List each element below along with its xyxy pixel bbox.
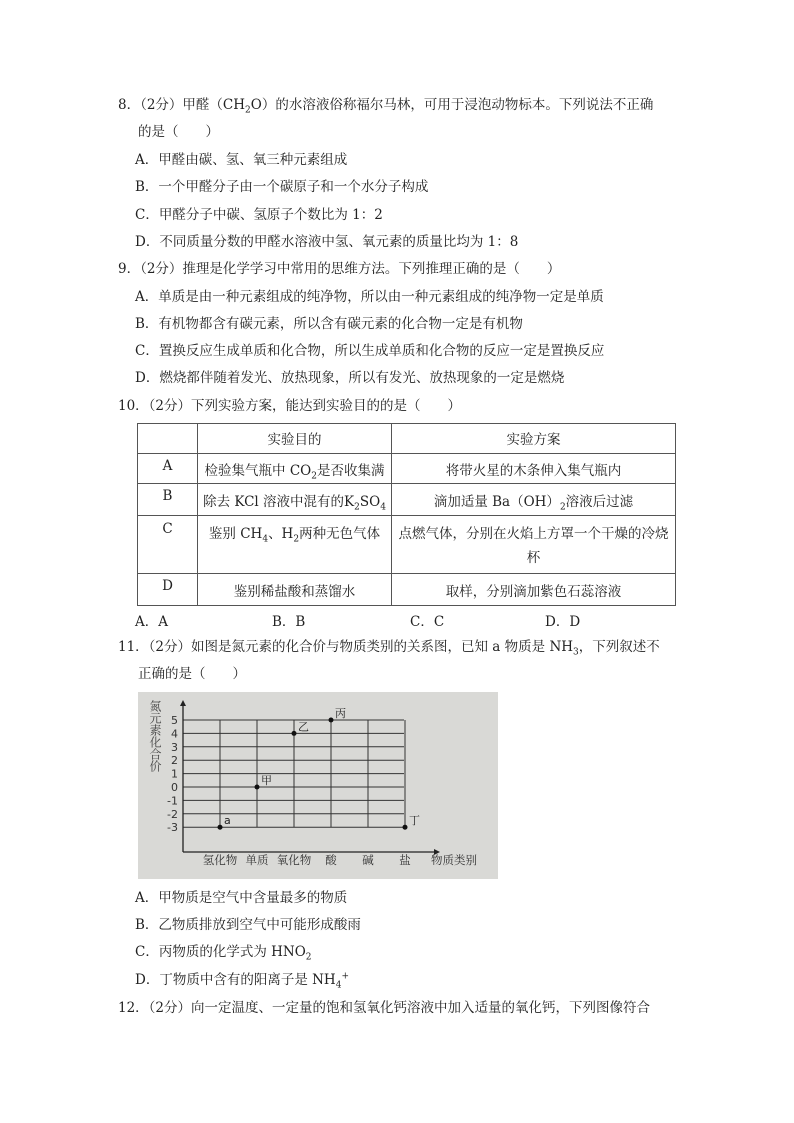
- table-header-cell: [138, 424, 198, 454]
- row-label: C: [138, 516, 198, 574]
- row-purpose: 鉴别稀盐酸和蒸馏水: [198, 574, 392, 606]
- table-header-row: [138, 424, 676, 454]
- q9-option-d: D．燃烧都伴随着发光、放热现象，所以有发光、放热现象的一定是燃烧: [135, 370, 565, 386]
- q8-option-c: C．甲醛分子中碳、氢原子个数比为 1：2: [135, 207, 383, 223]
- q10-answer-b: B．B: [272, 614, 306, 630]
- table-row: [138, 574, 676, 606]
- y-tick-label: 3: [171, 740, 178, 754]
- x-category-label: 碱: [362, 853, 374, 867]
- x-category-label: 氧化物: [276, 853, 312, 867]
- q11-option-b: B．乙物质排放到空气中可能形成酸雨: [135, 917, 361, 933]
- q11-stem-line2: 正确的是（ ）: [138, 666, 246, 682]
- table-row: [138, 484, 676, 516]
- data-point-label: 丙: [335, 707, 346, 720]
- q8-stem-line2: 的是（ ）: [138, 124, 219, 140]
- q9-option-c: C．置换反应生成单质和化合物，所以生成单质和化合物的反应一定是置换反应: [135, 343, 605, 359]
- row-plan: 滴加适量 $Ba(OH)_2$溶液后过滤: [392, 484, 676, 516]
- x-axis-title: 物质类别: [431, 853, 477, 867]
- row-plan: 点燃气体，分别在火焰上方罩一个干燥的冷烧 杯: [392, 516, 676, 574]
- q8-option-d: D．不同质量分数的甲醛水溶液中氢、氧元素的质量比均为 1：8: [135, 234, 519, 250]
- table-row: [138, 454, 676, 484]
- row-purpose: 鉴别 $CH_4$、$H_2$两种无色气体: [198, 516, 392, 574]
- q11-option-c: C．丙物质的化学式为 $HNO_2$: [135, 944, 312, 963]
- q10-answer-a: A．A: [135, 614, 168, 630]
- q11-option-a: A．甲物质是空气中含量最多的物质: [135, 890, 348, 906]
- data-point-label: 丁: [409, 814, 420, 828]
- data-point: [403, 825, 408, 830]
- y-tick-label: -2: [167, 807, 178, 821]
- q11-option-d: D．丁物质中含有的阳离子是 $NH_4^+$: [135, 971, 349, 991]
- q8-option-b: B．一个甲醛分子由一个碳原子和一个水分子构成: [135, 179, 429, 195]
- x-category-label: 盐: [399, 853, 411, 867]
- q9-stem: 9．（2分）推理是化学学习中常用的思维方法。下列推理正确的是（ ）: [118, 261, 561, 277]
- experiment-table: [137, 423, 676, 606]
- q10-stem: 10．（2分）下列实验方案，能达到实验目的的是（ ）: [118, 398, 462, 414]
- data-point-label: 甲: [261, 774, 272, 787]
- data-point: [255, 785, 260, 790]
- y-tick-label: 0: [171, 781, 178, 794]
- q9-option-a: A．单质是由一种元素组成的纯净物，所以由一种元素组成的纯净物一定是单质: [135, 289, 604, 305]
- data-point: [329, 718, 334, 723]
- y-tick-label: -1: [167, 794, 178, 808]
- q10-answer-d: D．D: [545, 614, 581, 630]
- y-tick-label: 2: [171, 754, 178, 768]
- row-plan: 取样，分别滴加紫色石蕊溶液: [392, 574, 676, 606]
- q8-stem-line1: 8．（2分）甲醛$(CH_2O)$的水溶液俗称福尔马林，可用于浸泡动物标本。下列说法不正确: [118, 97, 654, 116]
- y-axis-arrow: [180, 700, 186, 706]
- row-label: B: [138, 484, 198, 516]
- data-point-label: 乙: [298, 720, 309, 734]
- chart-y-axis-title: 氮元素化合价: [148, 700, 162, 772]
- q11-stem-line1: 11．（2分）如图是氮元素的化合价与物质类别的关系图，已知 a 物质是 $NH_3$，下列叙述不: [118, 639, 660, 658]
- row-plan: 将带火星的木条伸入集气瓶内: [392, 454, 676, 484]
- table-row: [138, 516, 676, 574]
- table-header-plan: 实验方案: [392, 424, 676, 454]
- row-purpose: 除去 KCl 溶液中混有的$K_2SO_4$: [198, 484, 392, 516]
- y-tick-label: -3: [167, 821, 178, 835]
- data-point: [218, 825, 223, 830]
- q9-option-b: B．有机物都含有碳元素，所以含有碳元素的化合物一定是有机物: [135, 316, 523, 332]
- x-category-label: 单质: [245, 853, 269, 867]
- x-category-label: 酸: [325, 853, 337, 867]
- x-category-label: 氢化物: [202, 853, 238, 867]
- y-tick-label: 1: [171, 767, 178, 781]
- valence-chart: [138, 692, 498, 879]
- q12-stem: 12．（2分）向一定温度、一定量的饱和氢氧化钙溶液中加入适量的氧化钙，下列图像符合: [118, 1000, 651, 1016]
- data-point-label: a: [224, 814, 231, 828]
- row-label: A: [138, 454, 198, 484]
- table-header-purpose: 实验目的: [198, 424, 392, 454]
- chart-canvas: [138, 692, 498, 879]
- q8-option-a: A．甲醛由碳、氢、氧三种元素组成: [135, 152, 348, 168]
- data-point: [292, 731, 297, 736]
- row-label: D: [138, 574, 198, 606]
- row-purpose: 检验集气瓶中 $CO_2$是否收集满: [198, 454, 392, 484]
- q10-answer-c: C．C: [410, 614, 445, 630]
- y-tick-label: 4: [171, 727, 178, 741]
- y-tick-label: 5: [171, 714, 178, 727]
